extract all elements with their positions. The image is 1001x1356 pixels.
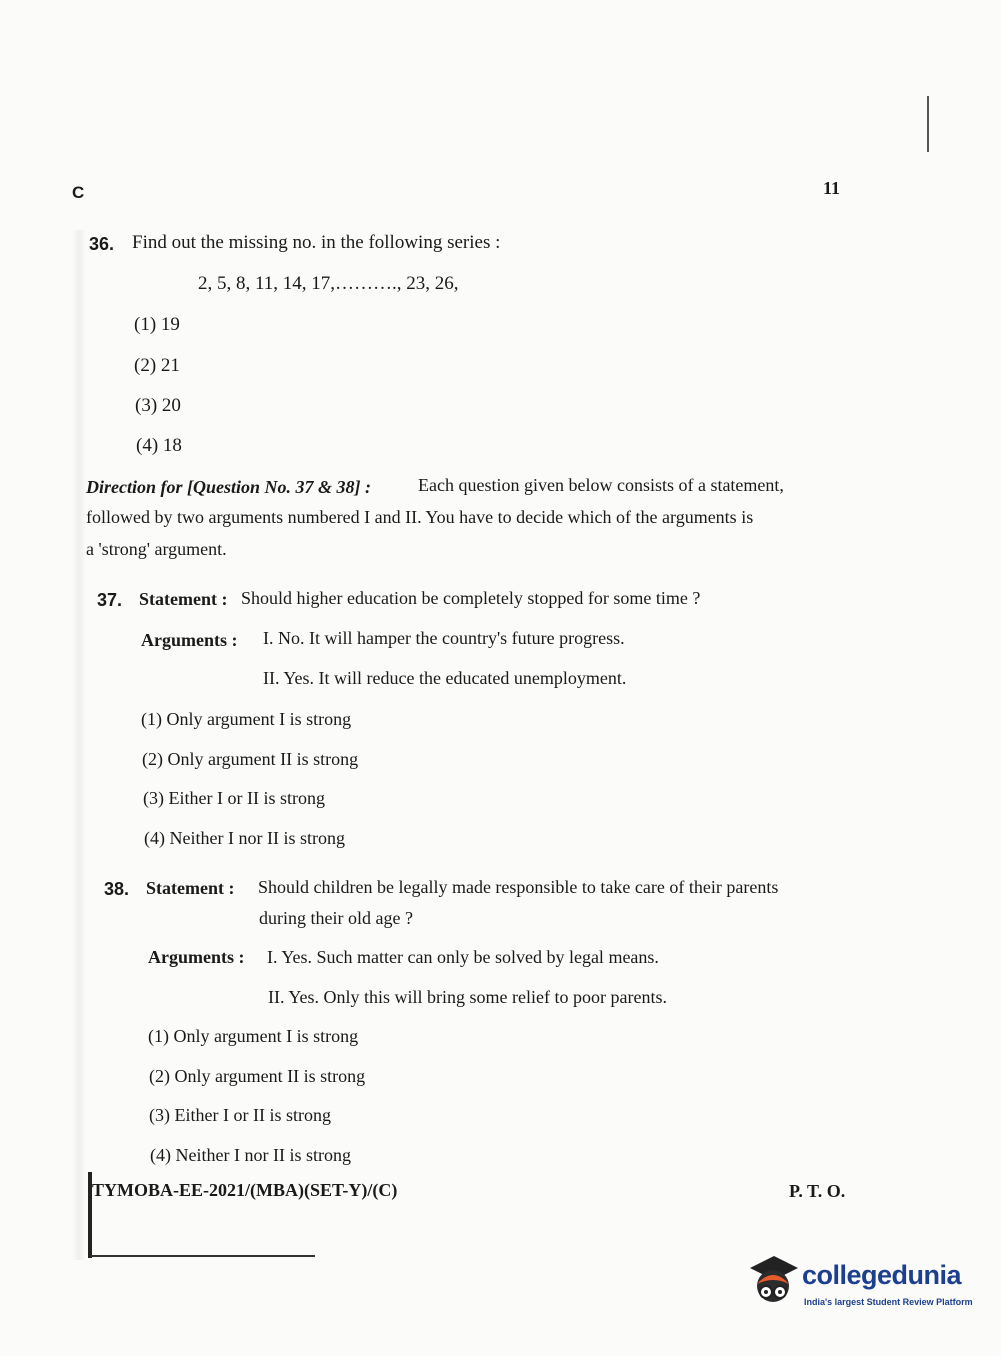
option-4: (4) Neither I nor II is strong: [150, 1145, 351, 1165]
brand-tagline: India's largest Student Review Platform: [804, 1297, 973, 1307]
page-number: 11: [823, 178, 841, 198]
argument-1: I. Yes. Such matter can only be solved by legal means.: [267, 947, 659, 967]
question-text: Find out the missing no. in the following series :: [132, 232, 501, 253]
direction-label: Direction for [Question No. 37 & 38] :: [86, 477, 371, 497]
arguments-label: Arguments :: [148, 947, 245, 967]
number-series: 2, 5, 8, 11, 14, 17,………., 23, 26,: [198, 273, 459, 294]
question-number: 36.: [89, 234, 115, 254]
brand-name: collegedunia: [802, 1260, 962, 1290]
footer-rule: [90, 1255, 315, 1257]
option-1: (1) 19: [134, 314, 180, 335]
direction-line-3: a 'strong' argument.: [86, 539, 227, 559]
arguments-label: Arguments :: [141, 630, 238, 650]
option-2: (2) 21: [134, 355, 180, 376]
question-number: 38.: [104, 879, 130, 899]
mascot-icon: [744, 1250, 802, 1312]
option-2: (2) Only argument II is strong: [142, 749, 359, 769]
scan-shadow: [72, 230, 86, 1260]
statement-line-2: during their old age ?: [259, 908, 413, 928]
argument-1: I. No. It will hamper the country's future progress.: [263, 628, 625, 648]
argument-2: II. Yes. Only this will bring some relief to poor parents.: [268, 987, 667, 1007]
option-4: (4) 18: [136, 435, 182, 456]
exam-code: TYMOBA-EE-2021/(MBA)(SET-Y)/(C): [92, 1180, 398, 1200]
option-3: (3) 20: [135, 395, 181, 416]
direction-line-1: Each question given below consists of a statement,: [418, 475, 784, 495]
option-4: (4) Neither I nor II is strong: [144, 828, 345, 848]
direction-line-2: followed by two arguments numbered I and II. You have to decide which of the arguments is: [86, 507, 754, 527]
corner-mark: C: [72, 183, 85, 202]
statement-text: Should higher education be completely stopped for some time ?: [241, 588, 701, 608]
statement-label: Statement :: [139, 589, 228, 609]
statement-label: Statement :: [146, 878, 235, 898]
option-1: (1) Only argument I is strong: [141, 709, 352, 729]
argument-2: II. Yes. It will reduce the educated unemployment.: [263, 668, 627, 688]
option-1: (1) Only argument I is strong: [148, 1026, 359, 1046]
pto-mark: P. T. O.: [789, 1181, 846, 1201]
margin-rule: [927, 96, 929, 152]
option-3: (3) Either I or II is strong: [143, 788, 325, 808]
question-number: 37.: [97, 590, 123, 610]
option-2: (2) Only argument II is strong: [149, 1066, 366, 1086]
collegedunia-watermark: [744, 1250, 974, 1316]
statement-line-1: Should children be legally made responsible to take care of their parents: [258, 877, 779, 897]
option-3: (3) Either I or II is strong: [149, 1105, 331, 1125]
